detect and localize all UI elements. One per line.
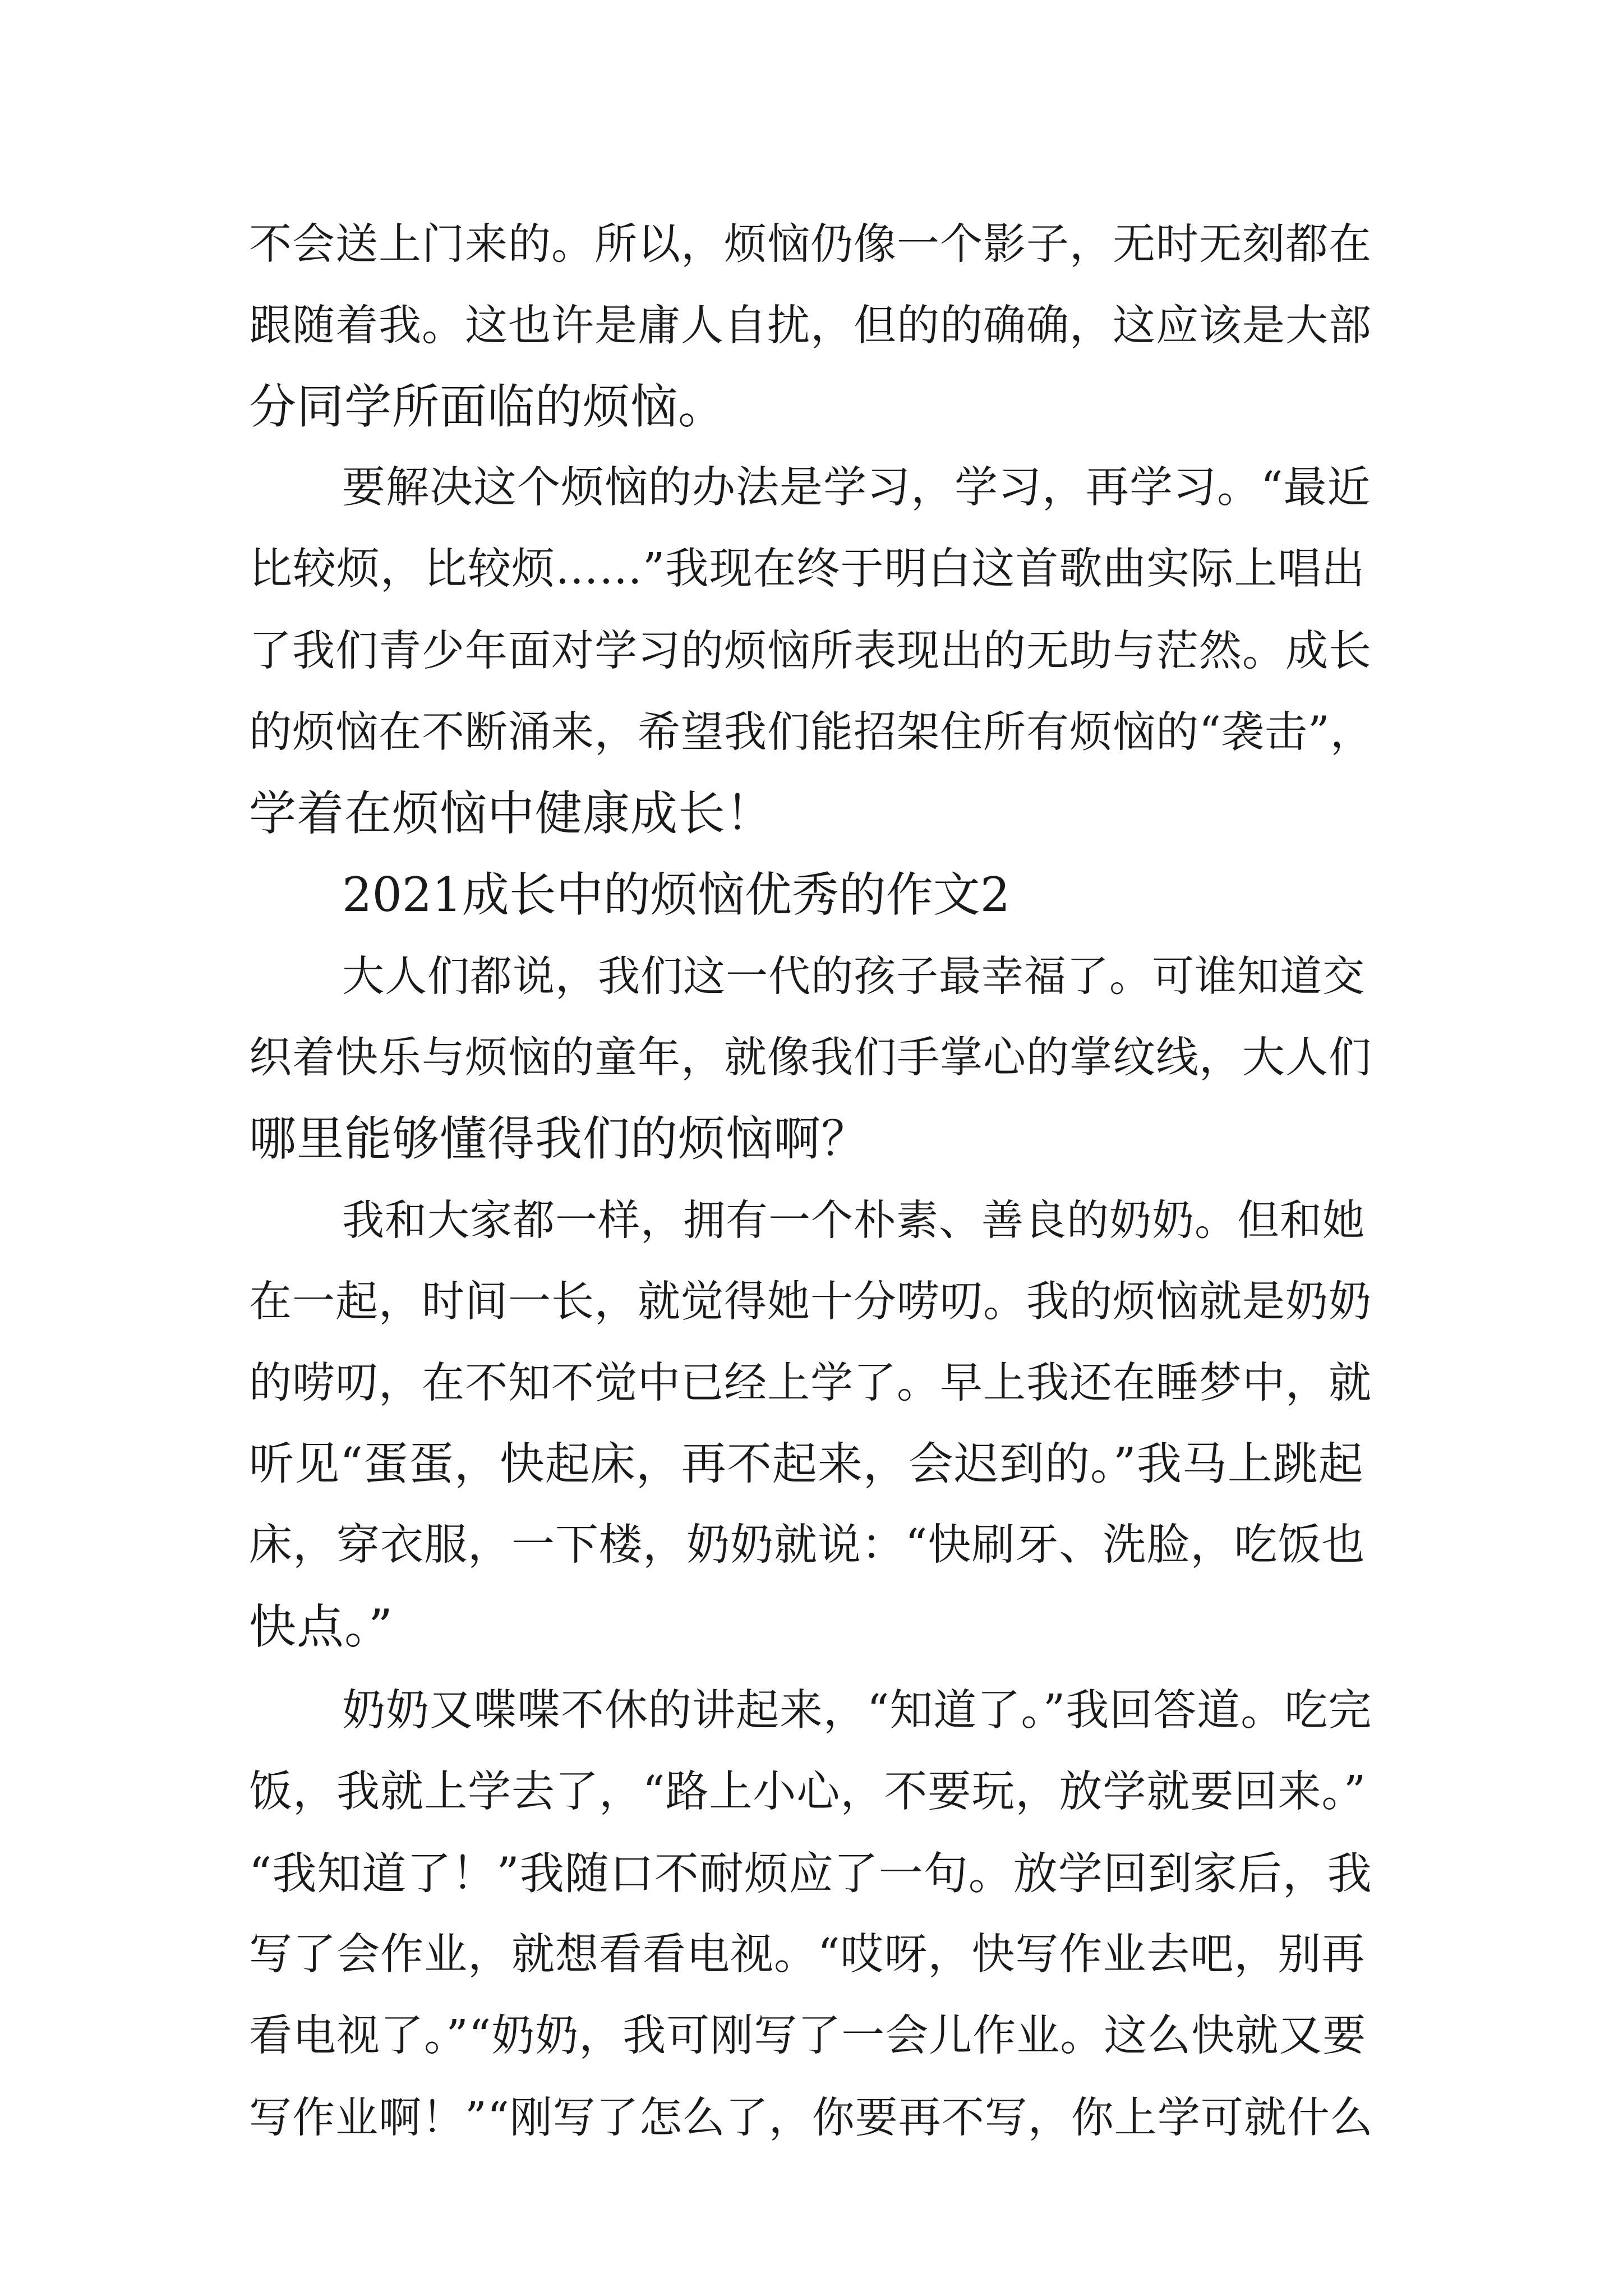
- section-heading: 2021成长中的烦恼优秀的作文2: [342, 867, 1011, 922]
- text-line: 看电视了。”“奶奶，我可刚写了一会儿作业。这么快就又要: [249, 2011, 1367, 2061]
- text-line: 快点。”: [249, 1599, 393, 1654]
- text-line: 听见“蛋蛋，快起床，再不起来，会迟到的。”我马上跳起: [249, 1438, 1364, 1490]
- text-line: 写了会作业，就想看看电视。“哎呀，快写作业去吧，别再: [249, 1930, 1366, 1980]
- paragraph-first-line: 奶奶又喋喋不休的讲起来，“知道了。”我回答道。吃完: [342, 1686, 1372, 1736]
- text-line: 饭，我就上学去了，“路上小心，不要玩，放学就要回来。”: [249, 1767, 1367, 1817]
- text-line: 的烦恼在不断涌来，希望我们能招架住所有烦恼的“袭击”，: [249, 707, 1373, 757]
- text-line: 织着快乐与烦恼的童年，就像我们手掌心的掌纹线，大人们: [249, 1032, 1372, 1082]
- paragraph-first-line: 大人们都说，我们这一代的孩子最幸福了。可谁知道交: [342, 951, 1366, 1001]
- text-line: 比较烦，比较烦……”我现在终于明白这首歌曲实际上唱出: [249, 544, 1366, 594]
- text-line: 不会送上门来的。所以，烦恼仍像一个影子，无时无刻都在: [249, 219, 1372, 269]
- text-line: 床，穿衣服，一下楼，奶奶就说：“快刷牙、洗脸，吃饭也: [249, 1520, 1366, 1570]
- paragraph-first-line: 我和大家都一样，拥有一个朴素、善良的奶奶。但和她: [342, 1195, 1366, 1245]
- text-line: “我知道了！”我随口不耐烦应了一句。放学回到家后，我: [249, 1848, 1372, 1899]
- text-line: 的唠叨，在不知不觉中已经上学了。早上我还在睡梦中，就: [249, 1358, 1372, 1407]
- text-line: 在一起，时间一长，就觉得她十分唠叨。我的烦恼就是奶奶: [249, 1276, 1372, 1326]
- text-line: 跟随着我。这也许是庸人自扰，但的的确确，这应该是大部: [249, 300, 1372, 350]
- text-line: 哪里能够懂得我们的烦恼啊？: [249, 1111, 869, 1166]
- paragraph-first-line: 要解决这个烦恼的办法是学习，学习，再学习。“最近: [342, 463, 1371, 513]
- text-line: 学着在烦恼中健康成长！: [249, 786, 774, 841]
- text-line: 分同学所面临的烦恼。: [249, 379, 726, 434]
- text-line: 了我们青少年面对学习的烦恼所表现出的无助与茫然。成长: [249, 625, 1372, 675]
- text-line: 写作业啊！”“刚写了怎么了，你要再不写，你上学可就什么: [249, 2092, 1373, 2142]
